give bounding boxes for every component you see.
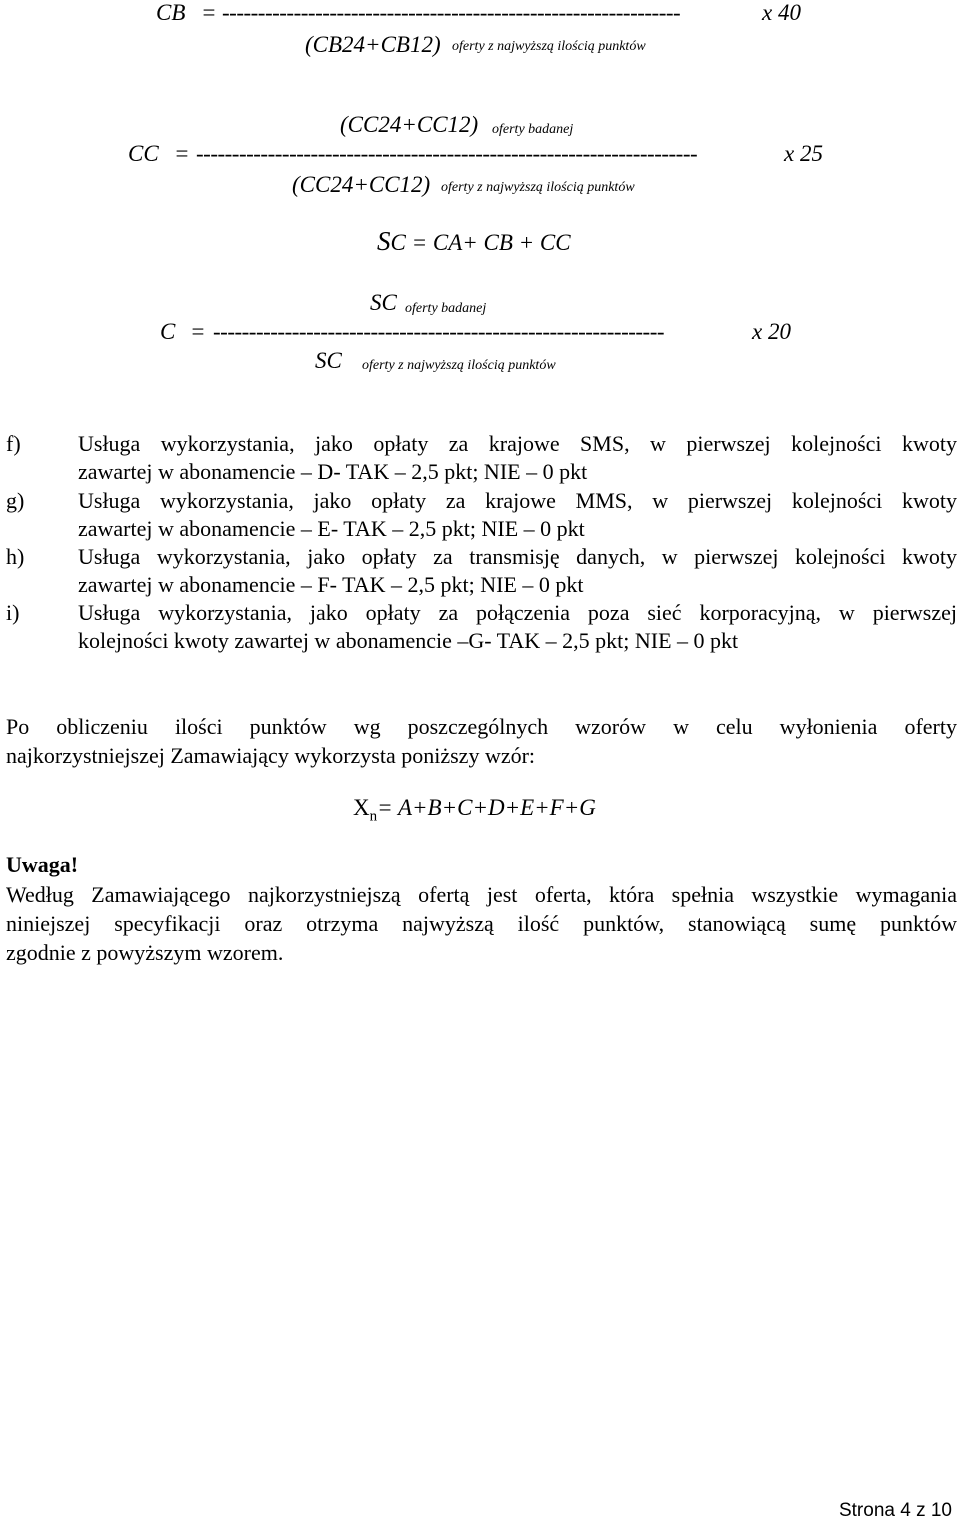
list-item — [6, 543, 957, 599]
page-number: Strona 4 z 10 — [838, 1500, 952, 1521]
cc-denominator: (CC24+CC12) — [292, 172, 431, 197]
c-numerator: SC — [370, 290, 397, 315]
list-item — [6, 430, 957, 486]
sc-s-letter: S — [377, 226, 391, 256]
cc-numerator-note: oferty badanej — [492, 122, 574, 137]
item-label: f) — [6, 431, 21, 456]
item-label: h) — [6, 544, 25, 569]
c-equals: = — [190, 319, 206, 344]
c-fraction-bar: --------------------------------------------------------------- — [213, 319, 665, 344]
item-text-line1: Usługa wykorzystania, jako opłaty za krajowe SMS, w pierwszej kolejności kwoty — [78, 431, 957, 456]
cc-numerator: (CC24+CC12) — [340, 112, 479, 137]
item-text-line1: Usługa wykorzystania, jako opłaty za transmisję danych, w pierwszej kolejności kwoty — [78, 544, 957, 569]
c-lhs: C — [160, 319, 176, 344]
note-heading: Uwaga! — [6, 852, 79, 877]
intro-line2: najkorzystniejszej Zamawiający wykorzysta poniższy wzór: — [6, 743, 536, 768]
cb-fraction-bar: ---------------------------------------------------------------- — [222, 0, 681, 25]
item-text-line2: kolejności kwoty zawartej w abonamencie –G- TAK – 2,5 pkt; NIE – 0 pkt — [78, 628, 739, 653]
note-line1: Według Zamawiającego najkorzystniejszą ofertą jest oferta, która spełnia wszystkie wymagania — [6, 882, 957, 907]
cc-denominator-note: oferty z najwyższą ilością punktów — [441, 180, 635, 195]
c-denominator-note: oferty z najwyższą ilością punktów — [362, 358, 556, 373]
cc-equals: = — [174, 141, 190, 166]
cc-fraction-bar: ---------------------------------------------------------------------- — [196, 141, 698, 166]
list-item — [6, 599, 957, 655]
note-paragraph — [6, 880, 957, 967]
cb-lhs: CB — [156, 0, 186, 25]
c-multiplier: x 20 — [752, 319, 791, 344]
cc-multiplier: x 25 — [784, 141, 823, 166]
formula-sc — [377, 226, 571, 257]
item-text-line2: zawartej w abonamencie – F- TAK – 2,5 pkt; NIE – 0 pkt — [78, 572, 584, 597]
cb-multiplier: x 40 — [762, 0, 801, 25]
c-denominator: SC — [315, 348, 342, 373]
cc-lhs: CC — [128, 141, 159, 166]
note-line2: niniejszej specyfikacji oraz otrzyma najwyższą ilość punktów, stanowiącą sumę punktów — [6, 911, 957, 936]
list-item — [6, 487, 957, 543]
item-text-line2: zawartej w abonamencie – E- TAK – 2,5 pkt; NIE – 0 pkt — [78, 516, 585, 541]
cb-denominator-note: oferty z najwyższą ilością punktów — [452, 39, 646, 54]
c-numerator-note: oferty badanej — [405, 301, 487, 316]
note-line3: zgodnie z powyższym wzorem. — [6, 940, 284, 965]
item-text-line1: Usługa wykorzystania, jako opłaty za połączenia poza sieć korporacyjną, w pierwszej — [78, 600, 957, 625]
intro-line1: Po obliczeniu ilości punktów wg poszczególnych wzorów w celu wyłonienia oferty — [6, 714, 957, 739]
final-formula-x: X — [353, 795, 370, 820]
cb-equals: = — [201, 0, 217, 25]
item-text-line2: zawartej w abonamencie – D- TAK – 2,5 pkt; NIE – 0 pkt — [78, 459, 588, 484]
item-label: g) — [6, 488, 25, 513]
cb-denominator: (CB24+CB12) — [305, 32, 441, 57]
intro-paragraph — [6, 712, 957, 770]
sc-rest: C = CA+ CB + CC — [390, 230, 571, 255]
final-formula-subscript: n — [369, 808, 378, 825]
final-formula-rest: = A+B+C+D+E+F+G — [377, 795, 596, 820]
item-label: i) — [6, 600, 20, 625]
final-formula — [353, 795, 596, 826]
item-text-line1: Usługa wykorzystania, jako opłaty za krajowe MMS, w pierwszej kolejności kwoty — [78, 488, 957, 513]
